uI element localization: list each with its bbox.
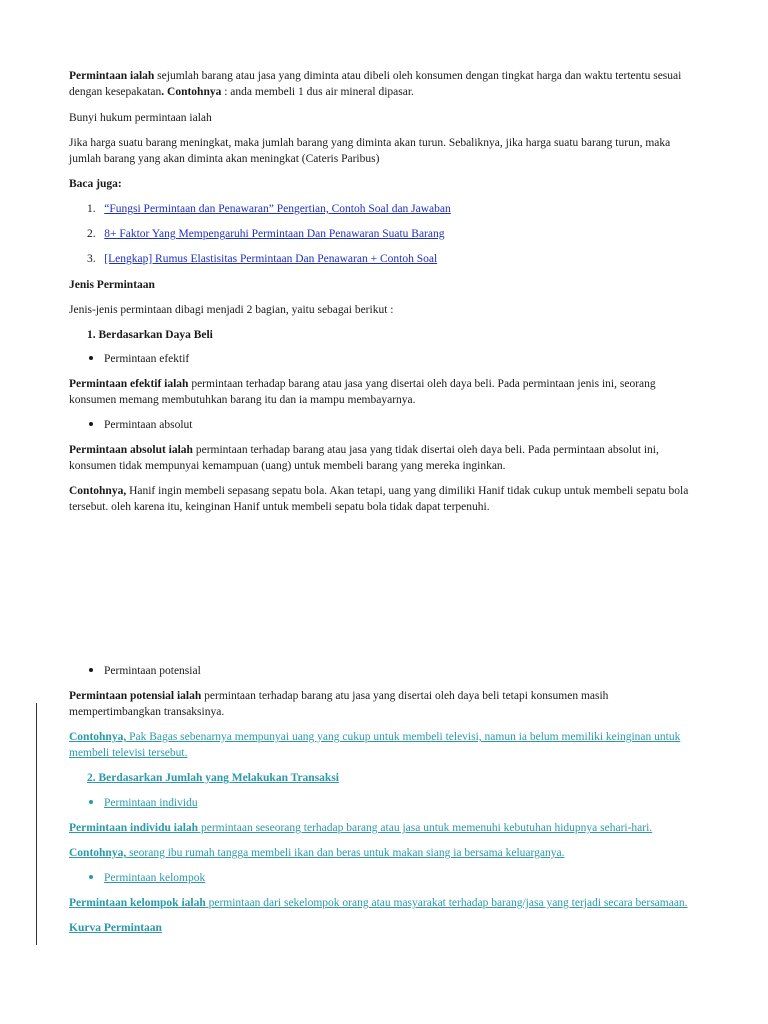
daya-beli-heading: 1. Berdasarkan Daya Beli: [87, 329, 213, 341]
kurva-heading: Kurva Permintaan: [69, 922, 162, 934]
bullet-efektif: Permintaan efektif: [104, 353, 190, 365]
contoh-individu-line: Contohnya, seorang ibu rumah tangga membeli ikan dan beras untuk makan siang ia bersama keluarganya.: [69, 847, 565, 859]
definition-line-2: dengan kesepakatan. Contohnya : anda membeli 1 dus air mineral dipasar.: [69, 86, 414, 98]
bullet-dot: [89, 800, 93, 804]
potensial-line-1: Permintaan potensial ialah permintaan terhadap barang atu jasa yang disertai oleh daya beli tetapi konsumen masih: [69, 690, 609, 702]
efektif-line-1: Permintaan efektif ialah permintaan terhadap barang atau jasa yang disertai oleh daya beli. Pada permintaan jenis ini, seorang: [69, 378, 656, 390]
hukum-line-2: jumlah barang yang akan diminta akan meningkat (Cateris Paribus): [69, 153, 380, 165]
kelompok-line: Permintaan kelompok ialah permintaan dari sekelompok orang atau masyarakat terhadap barang/jasa yang terjadi secara bersamaan.: [69, 897, 688, 909]
related-link-2[interactable]: 2. 8+ Faktor Yang Mempengaruhi Permintaan Dan Penawaran Suatu Barang: [87, 228, 445, 240]
potensial-line-2: mempertimbangkan transaksinya.: [69, 706, 225, 718]
bunyi-hukum-text: Bunyi hukum permintaan ialah: [69, 112, 212, 124]
absolut-line-1: Permintaan absolut ialah permintaan terhadap barang atau jasa yang tidak disertai oleh daya beli. Pada permintaan absolut ini,: [69, 444, 659, 456]
related-link-1[interactable]: 1. “Fungsi Permintaan dan Penawaran” Pengertian, Contoh Soal dan Jawaban: [87, 203, 451, 215]
bullet-kelompok: Permintaan kelompok: [104, 872, 206, 884]
change-bar: [36, 703, 37, 945]
individu-line: Permintaan individu ialah permintaan seseorang terhadap barang atau jasa untuk memenuhi kebutuhan hidupnya sehari-hari.: [69, 822, 653, 834]
related-link-3[interactable]: 3. [Lengkap] Rumus Elastisitas Permintaan Dan Penawaran + Contoh Soal: [87, 253, 438, 265]
contoh-absolut-line-1: Contohnya, Hanif ingin membeli sepasang sepatu bola. Akan tetapi, uang yang dimiliki Hanif tidak cukup untuk membeli sepatu bola: [69, 485, 689, 497]
bullet-individu: Permintaan individu: [104, 797, 198, 809]
contoh-potensial-line-2: membeli televisi tersebut.: [69, 747, 188, 759]
term-permintaan: Permintaan ialah: [69, 70, 155, 82]
bullet-dot: [89, 668, 93, 672]
baca-juga-heading: Baca juga:: [69, 178, 122, 190]
definition-line-1: Permintaan ialah sejumlah barang atau jasa yang diminta atau dibeli oleh konsumen dengan tingkat harga dan waktu tertentu sesuai: [69, 70, 682, 82]
bullet-absolut: Permintaan absolut: [104, 419, 193, 431]
absolut-line-2: konsumen tidak mempunyai kemampuan (uang) untuk membeli barang yang mereka inginkan.: [69, 460, 506, 472]
contoh-absolut-line-2: tersebut. oleh karena itu, keinginan Hanif untuk membeli sepatu bola tidak dapat terpenuhi.: [69, 501, 490, 513]
efektif-line-2: konsumen memang membutuhkan barang itu dan ia mampu membayarnya.: [69, 394, 416, 406]
jenis-intro: Jenis-jenis permintaan dibagi menjadi 2 bagian, yaitu sebagai berikut :: [69, 304, 394, 316]
bullet-dot: [89, 875, 93, 879]
jumlah-transaksi-heading: 2. Berdasarkan Jumlah yang Melakukan Transaksi: [87, 772, 339, 784]
jenis-heading: Jenis Permintaan: [69, 279, 155, 291]
bullet-potensial: Permintaan potensial: [104, 665, 201, 677]
bullet-dot: [89, 422, 93, 426]
hukum-line-1: Jika harga suatu barang meningkat, maka jumlah barang yang diminta akan turun. Sebaliknya, jika harga suatu barang turun, maka: [69, 137, 671, 149]
bullet-dot: [89, 356, 93, 360]
contoh-potensial-line-1: Contohnya, Pak Bagas sebenarnya mempunyai uang yang cukup untuk membeli televisi, namun ia belum memiliki keinginan untuk: [69, 731, 681, 743]
